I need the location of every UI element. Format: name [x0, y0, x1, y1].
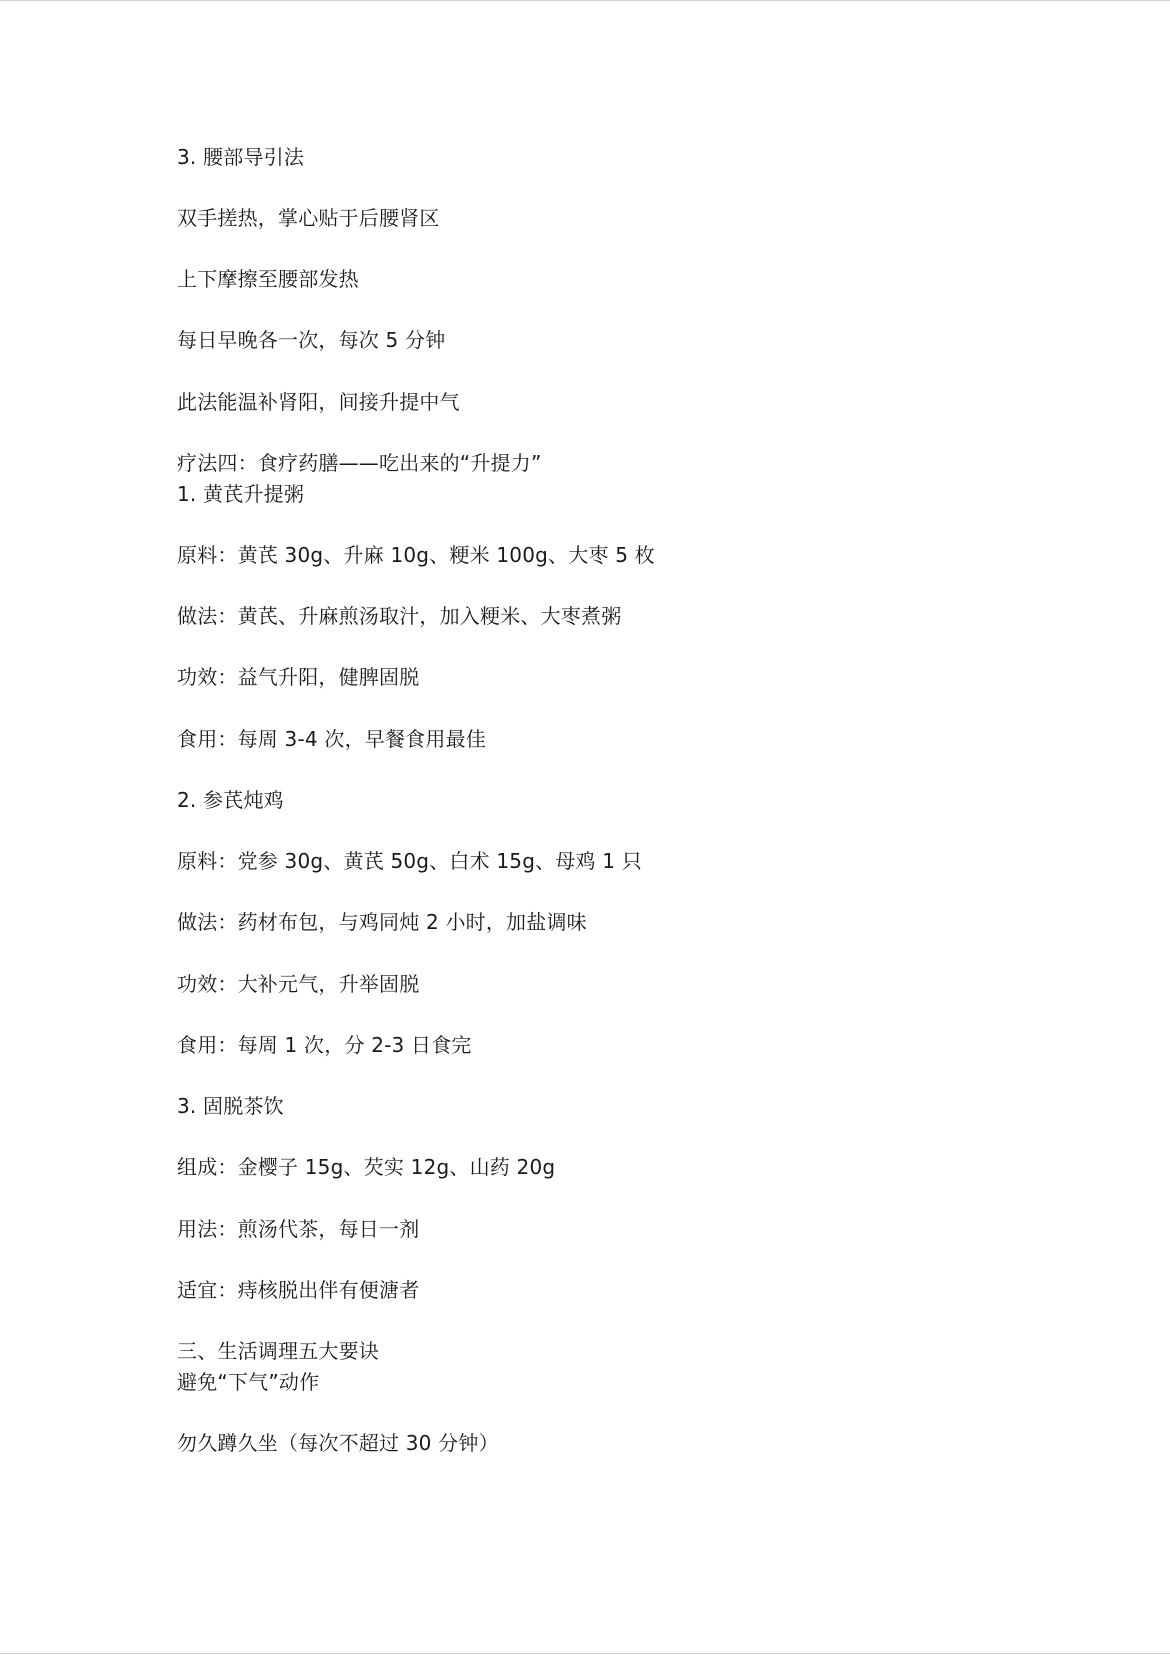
text-line: 食用：每周 1 次，分 2-3 日食完	[177, 1033, 472, 1057]
text-line: 做法：黄芪、升麻煎汤取汁，加入粳米、大枣煮粥	[177, 604, 622, 628]
text-line: 避免“下气”动作	[177, 1370, 320, 1394]
section-heading-lifestyle: 三、生活调理五大要诀	[177, 1339, 379, 1363]
text-line: 原料：黄芪 30g、升麻 10g、粳米 100g、大枣 5 枚	[177, 543, 655, 567]
page-bottom-border	[0, 1653, 1170, 1654]
text-line: 适宜：痔核脱出伴有便溏者	[177, 1278, 420, 1302]
subsection-heading-astragalus-porridge: 1. 黄芪升提粥	[177, 482, 305, 506]
section-heading-therapy-four: 疗法四：食疗药膳——吃出来的“升提力”	[177, 451, 542, 475]
text-line: 用法：煎汤代茶，每日一剂	[177, 1217, 420, 1241]
page-top-border	[0, 0, 1170, 1]
text-line: 功效：益气升阳，健脾固脱	[177, 665, 420, 689]
text-line: 功效：大补元气，升举固脱	[177, 972, 420, 996]
text-line: 勿久蹲久坐（每次不超过 30 分钟）	[177, 1431, 499, 1455]
text-line: 此法能温补肾阳，间接升提中气	[177, 390, 460, 414]
subsection-heading-ginseng-chicken: 2. 参芪炖鸡	[177, 788, 284, 812]
text-line: 原料：党参 30g、黄芪 50g、白术 15g、母鸡 1 只	[177, 849, 642, 873]
text-line: 上下摩擦至腰部发热	[177, 267, 359, 291]
text-line: 食用：每周 3-4 次，早餐食用最佳	[177, 727, 486, 751]
text-line: 双手搓热，掌心贴于后腰肾区	[177, 206, 440, 230]
text-line: 每日早晚各一次，每次 5 分钟	[177, 328, 446, 352]
subsection-heading-waist-guidance: 3. 腰部导引法	[177, 145, 305, 169]
text-line: 组成：金樱子 15g、芡实 12g、山药 20g	[177, 1155, 556, 1179]
subsection-heading-tea: 3. 固脱茶饮	[177, 1094, 284, 1118]
text-line: 做法：药材布包，与鸡同炖 2 小时，加盐调味	[177, 910, 587, 934]
